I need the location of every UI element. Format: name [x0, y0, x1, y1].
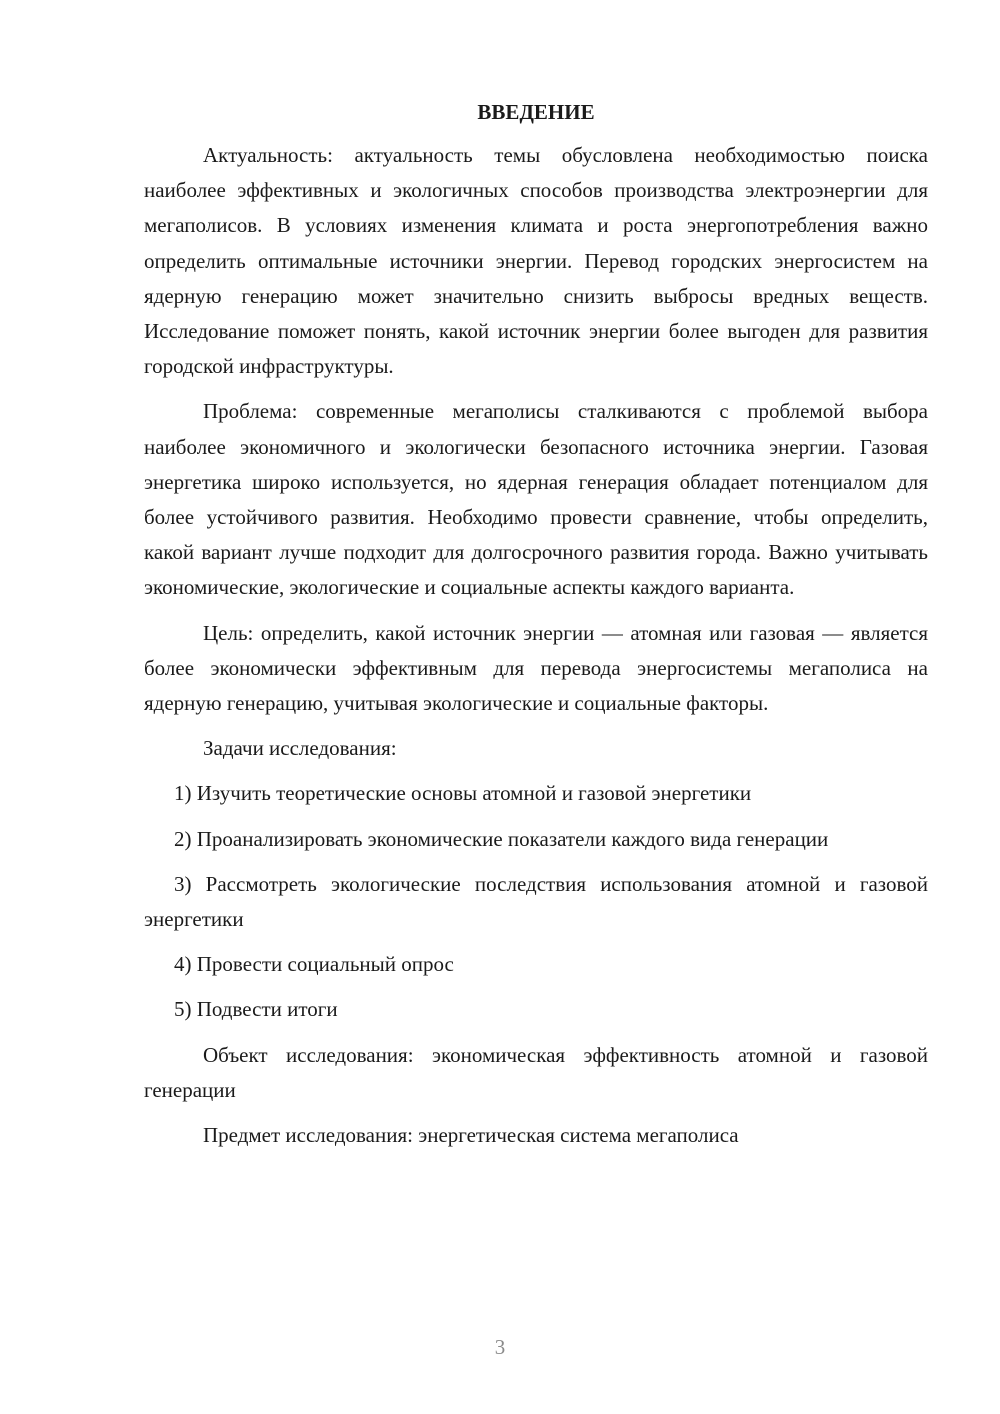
task-item: 5) Подвести итоги — [174, 997, 338, 1022]
research-object-paragraph: Объект исследования: экономическая эффективность атомной и газовой генерации — [144, 1042, 928, 1102]
task-item: 2) Проанализировать экономические показатели каждого вида генерации — [174, 826, 829, 851]
page-number: 3 — [494, 1335, 506, 1359]
tasks-heading: Задачи исследования: — [203, 736, 397, 761]
task-item: 1) Изучить теоретические основы атомной и газовой энергетики — [174, 781, 752, 806]
research-subject-paragraph: Предмет исследования: энергетическая система мегаполиса — [203, 1123, 739, 1148]
page-title: ВВЕДЕНИЕ — [477, 100, 595, 124]
task-item: 4) Провести социальный опрос — [174, 952, 454, 977]
problem-paragraph: Проблема: современные мегаполисы сталкиваются с проблемой выбора наиболее экономичного и экологически безопасного источника энергии. Газовая энергетика широко используется, но ядерная генерация обладает потенциалом для более устойчивого развития. Необходимо провести сравнение, чтобы определить, какой вариант лучше подходит для долгосрочного развития города. Важно учитывать экономические, экологические и социальные аспекты каждого варианта. — [144, 399, 928, 600]
goal-paragraph: Цель: определить, какой источник энергии — атомная или газовая — является более экономически эффективным для перевода энергосистемы мегаполиса на ядерную генерацию, учитывая экологические и социальные факторы. — [144, 620, 928, 716]
relevance-paragraph: Актуальность: актуальность темы обусловлена необходимостью поиска наиболее эффективных и экологичных способов производства электроэнергии для мегаполисов. В условиях изменения климата и роста энергопотребления важно определить оптимальные источники энергии. Перевод городских энергосистем на ядерную генерацию может значительно снизить выбросы вредных веществ. Исследование поможет понять, какой источник энергии более выгоден для развития городской инфраструктуры. — [144, 143, 928, 379]
page-content — [144, 95, 928, 1153]
task-item: 3) Рассмотреть экологические последствия использования атомной и газовой энергетики — [144, 871, 928, 932]
